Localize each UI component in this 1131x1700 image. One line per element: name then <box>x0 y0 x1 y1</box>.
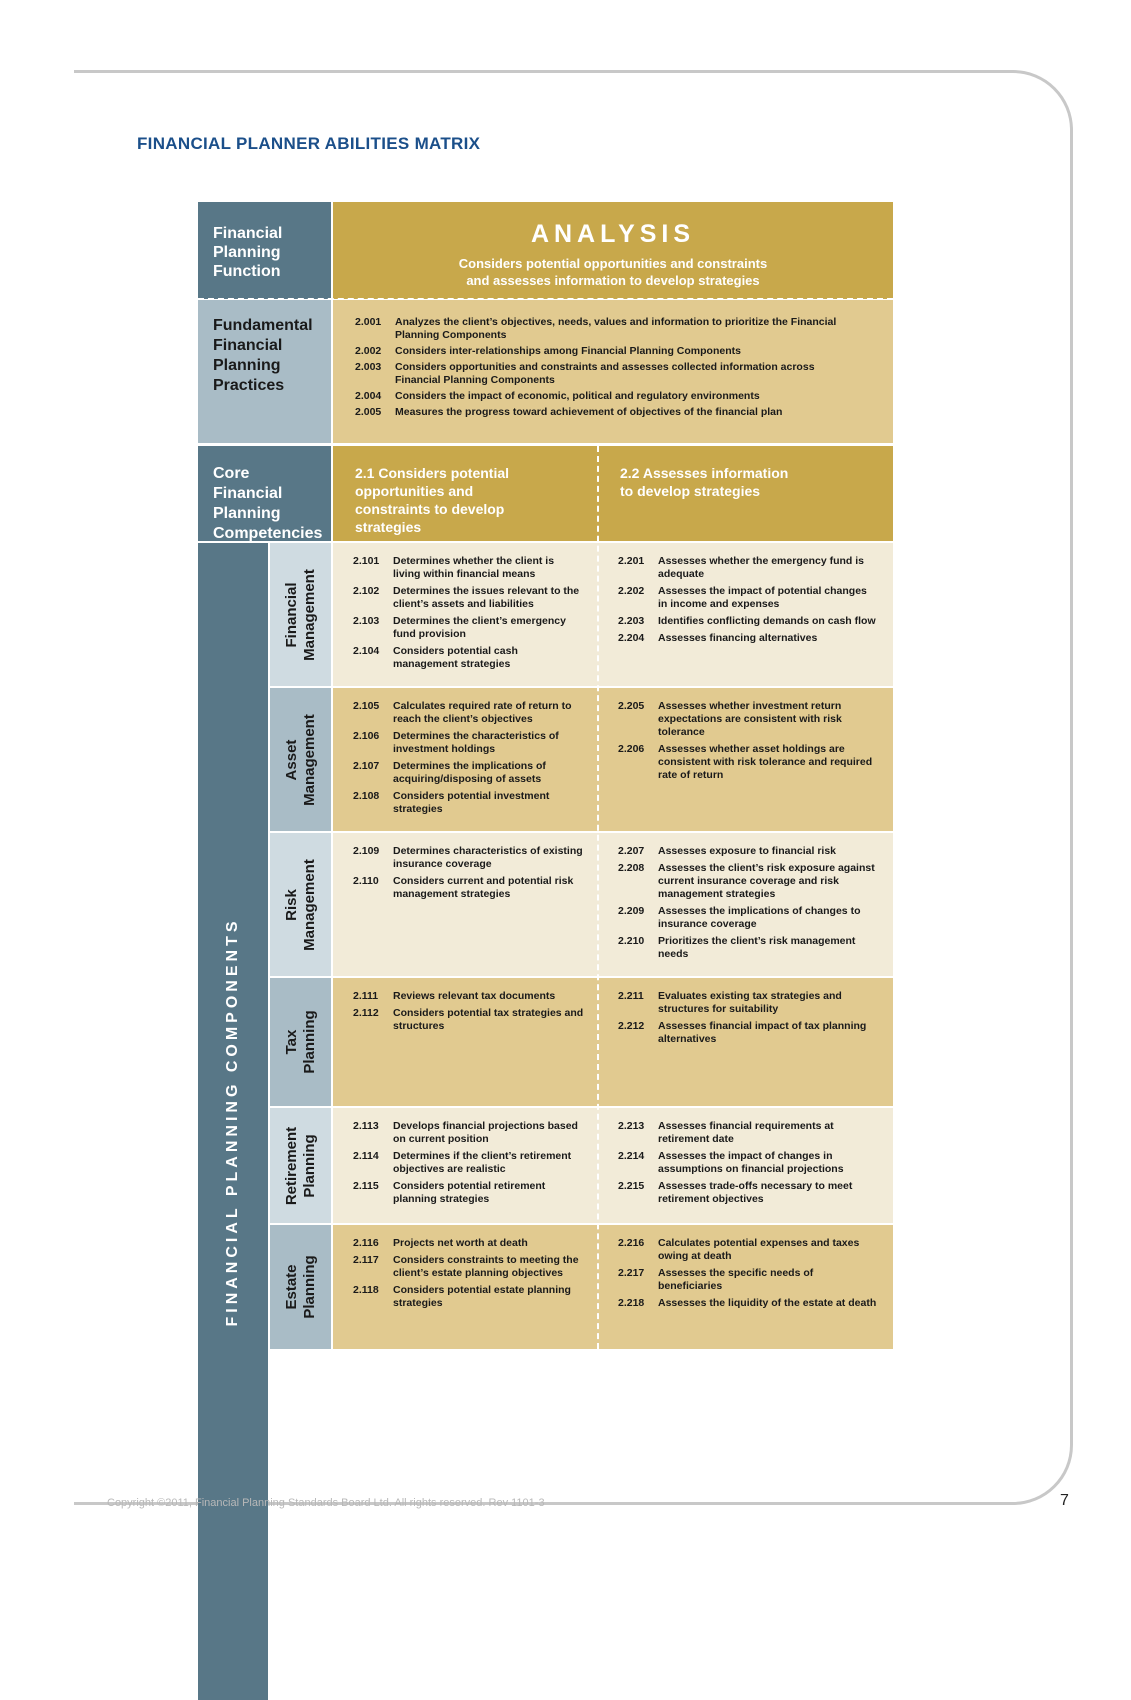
fundamental-item <box>355 390 853 403</box>
item-code: 2.201 <box>618 555 645 567</box>
item-code: 2.115 <box>353 1180 379 1192</box>
competency-item <box>618 1150 879 1176</box>
item-code: 2.216 <box>618 1237 645 1249</box>
competency-item <box>618 1180 879 1206</box>
item-text: Identifies conflicting demands on cash flow <box>658 615 876 627</box>
item-text: Determines whether the client is living within financial means <box>393 555 555 580</box>
page-number: 7 <box>1060 1492 1069 1509</box>
item-text: Calculates potential expenses and taxes owing at death <box>658 1237 860 1262</box>
item-code: 2.107 <box>353 760 380 772</box>
component-name: Risk Management <box>282 858 318 951</box>
item-code: 2.206 <box>618 743 645 755</box>
competency-item <box>618 935 879 961</box>
competency-item <box>353 790 584 816</box>
item-text: Determines if the client’s retirement objectives are realistic <box>393 1150 572 1175</box>
competency-item <box>353 1150 584 1176</box>
item-text: Considers the impact of economic, political and regulatory environments <box>395 390 760 402</box>
item-text: Evaluates existing tax strategies and structures for suitability <box>658 990 842 1015</box>
competency-item <box>618 555 879 581</box>
fundamental-item <box>355 316 853 342</box>
item-text: Determines the issues relevant to the client’s assets and liabilities <box>393 585 580 610</box>
item-text: Assesses financing alternatives <box>658 632 818 644</box>
item-text: Considers potential retirement planning strategies <box>393 1180 546 1205</box>
component-name: Estate Planning <box>282 1255 318 1319</box>
item-code: 2.003 <box>355 361 382 373</box>
component-cell-2 <box>598 1108 893 1223</box>
item-code: 2.118 <box>353 1284 379 1296</box>
competency-item <box>353 555 584 581</box>
item-code: 2.104 <box>353 645 380 657</box>
item-code: 2.110 <box>353 875 379 887</box>
page-title: FINANCIAL PLANNER ABILITIES MATRIX <box>137 134 481 153</box>
item-code: 2.005 <box>355 406 382 418</box>
competency-item <box>353 615 584 641</box>
item-code: 2.218 <box>618 1297 645 1309</box>
competency-item <box>353 1180 584 1206</box>
component-cell-1 <box>333 543 598 686</box>
item-text: Prioritizes the client’s risk management needs <box>658 935 856 960</box>
competency-item <box>618 632 879 645</box>
fundamental-practices <box>333 300 893 443</box>
item-code: 2.108 <box>353 790 380 802</box>
function-label: Financial Planning Function <box>198 202 331 299</box>
item-text: Assesses the impact of changes in assumptions on financial projections <box>658 1150 844 1175</box>
item-code: 2.203 <box>618 615 645 627</box>
item-code: 2.111 <box>353 990 379 1002</box>
item-code: 2.202 <box>618 585 645 597</box>
component-cell-1 <box>333 1225 598 1349</box>
item-code: 2.113 <box>353 1120 379 1132</box>
competency-item <box>618 862 879 901</box>
item-text: Develops financial projections based on current position <box>393 1120 578 1145</box>
competency-item <box>353 760 584 786</box>
item-code: 2.210 <box>618 935 645 947</box>
item-text: Assesses financial requirements at retirement date <box>658 1120 834 1145</box>
component-cell-1 <box>333 688 598 831</box>
fundamental-list <box>355 316 853 419</box>
analysis-subtitle: Considers potential opportunities and constraints and assesses information to develop strategies <box>458 256 768 288</box>
item-text: Considers current and potential risk management strategies <box>393 875 574 900</box>
competency-item <box>618 1237 879 1263</box>
component-label <box>270 688 331 831</box>
competency-item <box>353 1237 584 1250</box>
component-label <box>270 1225 331 1349</box>
component-cell-1 <box>333 1108 598 1223</box>
item-code: 2.204 <box>618 632 645 644</box>
competency-item <box>353 845 584 871</box>
competency-item <box>618 1020 879 1046</box>
item-text: Calculates required rate of return to reach the client’s objectives <box>393 700 572 725</box>
item-code: 2.213 <box>618 1120 645 1132</box>
component-cell-2 <box>598 833 893 976</box>
item-text: Considers opportunities and constraints and assesses collected information across Financial Planning Components <box>395 361 815 386</box>
component-name: Retirement Planning <box>282 1126 318 1205</box>
item-text: Projects net worth at death <box>393 1237 528 1249</box>
item-code: 2.207 <box>618 845 645 857</box>
item-code: 2.209 <box>618 905 645 917</box>
item-code: 2.211 <box>618 990 644 1002</box>
component-cell-1 <box>333 833 598 976</box>
item-text: Determines the characteristics of investment holdings <box>393 730 559 755</box>
item-code: 2.212 <box>618 1020 645 1032</box>
core-column-2: 2.2 Assesses information to develop strategies <box>598 446 893 541</box>
item-code: 2.101 <box>353 555 380 567</box>
competency-item <box>618 1297 879 1310</box>
fundamental-label: Fundamental Financial Planning Practices <box>198 300 331 443</box>
item-code: 2.106 <box>353 730 380 742</box>
item-text: Analyzes the client’s objectives, needs, values and information to prioritize the Financial Planning Components <box>395 316 837 341</box>
component-cell-2 <box>598 688 893 831</box>
item-text: Reviews relevant tax documents <box>393 990 556 1002</box>
item-text: Considers potential estate planning strategies <box>393 1284 571 1309</box>
core-label: Core Financial Planning Competencies <box>198 446 331 541</box>
competency-item <box>353 1007 584 1033</box>
competency-item <box>618 743 879 782</box>
item-code: 2.215 <box>618 1180 645 1192</box>
competency-item <box>353 585 584 611</box>
competency-item <box>618 585 879 611</box>
item-text: Determines the client’s emergency fund provision <box>393 615 566 640</box>
item-code: 2.001 <box>355 316 382 328</box>
component-label <box>270 1108 331 1223</box>
item-code: 2.214 <box>618 1150 645 1162</box>
item-text: Considers constraints to meeting the client’s estate planning objectives <box>393 1254 579 1279</box>
competency-item <box>353 1120 584 1146</box>
competency-item <box>618 1267 879 1293</box>
component-cell-2 <box>598 1225 893 1349</box>
item-code: 2.102 <box>353 585 380 597</box>
competency-item <box>618 845 879 858</box>
item-text: Assesses whether investment return expectations are consistent with risk tolerance <box>658 700 842 738</box>
analysis-header <box>333 202 893 299</box>
item-text: Determines the implications of acquiring/disposing of assets <box>393 760 546 785</box>
item-code: 2.205 <box>618 700 645 712</box>
item-text: Measures the progress toward achievement of objectives of the financial plan <box>395 406 783 418</box>
item-text: Assesses financial impact of tax planning alternatives <box>658 1020 867 1045</box>
item-code: 2.109 <box>353 845 380 857</box>
component-label <box>270 833 331 976</box>
core-column-1: 2.1 Considers potential opportunities and constraints to develop strategies <box>333 446 598 541</box>
competency-item <box>353 1284 584 1310</box>
component-cell-1 <box>333 978 598 1106</box>
competency-item <box>353 1254 584 1280</box>
item-text: Considers potential tax strategies and structures <box>393 1007 584 1032</box>
item-text: Considers potential investment strategies <box>393 790 550 815</box>
item-text: Assesses whether asset holdings are consistent with risk tolerance and required rate of return <box>658 743 873 781</box>
item-code: 2.105 <box>353 700 380 712</box>
column-divider <box>597 446 599 1359</box>
item-text: Determines characteristics of existing insurance coverage <box>393 845 583 870</box>
competency-item <box>353 730 584 756</box>
copyright-footer: Copyright ©2011, Financial Planning Standards Board Ltd. All rights reserved. Rev 1101-3 <box>107 1497 545 1509</box>
item-text: Assesses the impact of potential changes in income and expenses <box>658 585 867 610</box>
item-code: 2.217 <box>618 1267 645 1279</box>
competency-item <box>618 990 879 1016</box>
competency-item <box>353 645 584 671</box>
item-text: Assesses trade-offs necessary to meet retirement objectives <box>658 1180 853 1205</box>
competency-item <box>353 700 584 726</box>
components-label: FINANCIAL PLANNING COMPONENTS <box>224 916 241 1327</box>
component-label <box>270 543 331 686</box>
fundamental-item <box>355 345 853 358</box>
competency-item <box>618 615 879 628</box>
component-name: Tax Planning <box>282 1010 318 1074</box>
item-text: Assesses the specific needs of beneficiaries <box>658 1267 814 1292</box>
component-label <box>270 978 331 1106</box>
component-cell-2 <box>598 978 893 1106</box>
item-code: 2.116 <box>353 1237 379 1249</box>
item-code: 2.004 <box>355 390 382 402</box>
item-text: Assesses the implications of changes to insurance coverage <box>658 905 861 930</box>
competency-item <box>618 700 879 739</box>
component-name: Financial Management <box>282 568 318 661</box>
item-text: Considers inter-relationships among Financial Planning Components <box>395 345 741 357</box>
components-band <box>198 543 268 1700</box>
item-text: Considers potential cash management strategies <box>393 645 518 670</box>
analysis-title: ANALYSIS <box>530 220 696 248</box>
item-code: 2.114 <box>353 1150 379 1162</box>
fundamental-item <box>355 361 853 387</box>
item-text: Assesses the liquidity of the estate at death <box>658 1297 877 1309</box>
competency-item <box>353 990 584 1003</box>
item-text: Assesses exposure to financial risk <box>658 845 837 857</box>
item-text: Assesses whether the emergency fund is adequate <box>658 555 864 580</box>
item-code: 2.002 <box>355 345 382 357</box>
item-code: 2.103 <box>353 615 380 627</box>
item-code: 2.112 <box>353 1007 379 1019</box>
item-code: 2.117 <box>353 1254 379 1266</box>
competency-item <box>353 875 584 901</box>
competency-item <box>618 905 879 931</box>
fundamental-item <box>355 406 853 419</box>
component-cell-2 <box>598 543 893 686</box>
component-name: Asset Management <box>282 713 318 806</box>
item-text: Assesses the client’s risk exposure against current insurance coverage and risk management strategies <box>658 862 875 900</box>
competency-item <box>618 1120 879 1146</box>
item-code: 2.208 <box>618 862 645 874</box>
